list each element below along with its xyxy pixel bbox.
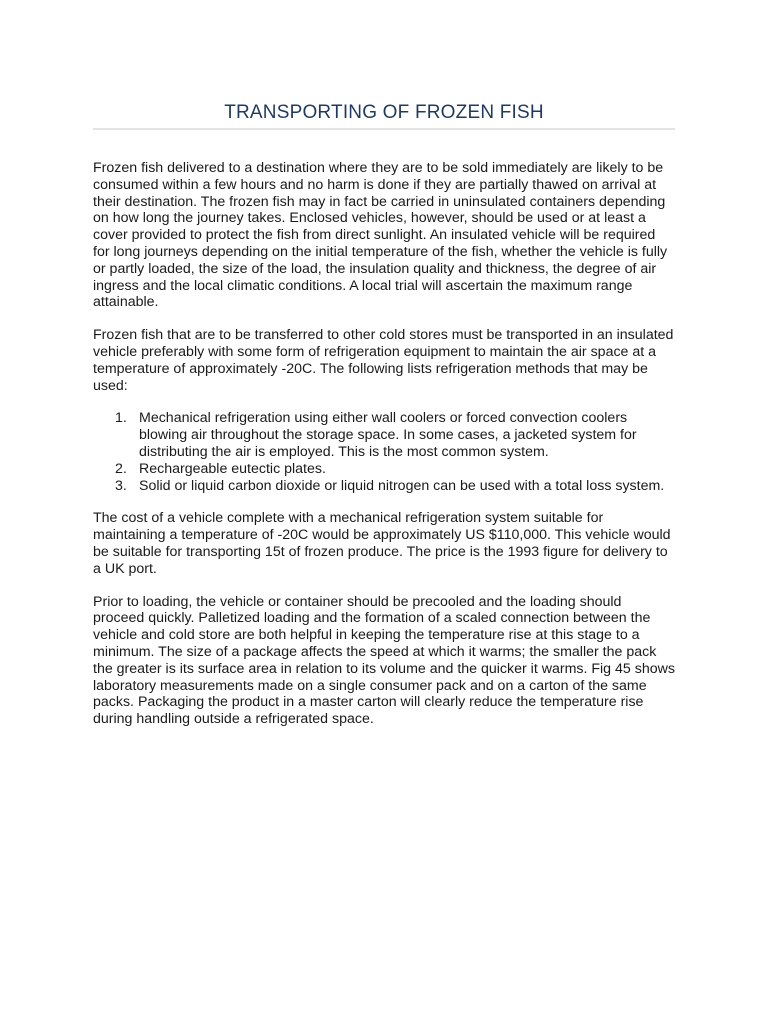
list-item: [93, 478, 675, 495]
paragraph-loading: Prior to loading, the vehicle or container should be precooled and the loading should proceed quickly. Palletized loading and the formation of a scaled connection between the vehicle and cold store are both helpful in keeping the temperature rise at this stage to a minimum. The size of a package affects the speed at which it warms; the smaller the pack the greater is its surface area in relation to its volume and the quicker it warms. Fig 45 shows laboratory measurements made on a single consumer pack and on a carton of the same packs. Packaging the product in a master carton will clearly reduce the temperature rise during handling outside a refrigerated space.: [93, 593, 675, 728]
list-item-text: Rechargeable eutectic plates.: [139, 460, 326, 477]
document-page: [93, 100, 675, 728]
list-item: [93, 410, 675, 460]
list-item-text: Mechanical refrigeration using either wall coolers or forced convection coolers blowing air throughout the storage space. In some cases, a jacketed system for distributing the air is employed. This is the most common system.: [139, 410, 637, 460]
list-item-text: Solid or liquid carbon dioxide or liquid nitrogen can be used with a total loss system.: [139, 477, 665, 494]
list-item: [93, 461, 675, 478]
list-item-number: 3.: [115, 477, 127, 494]
list-item-number: 1.: [115, 410, 127, 427]
paragraph-intro: Frozen fish delivered to a destination where they are to be sold immediately are likely to be consumed within a few hours and no harm is done if they are partially thawed on arrival at their destination. The frozen fish may in fact be carried in uninsulated containers depending on how long the journey takes. Enclosed vehicles, however, should be used or at least a cover provided to protect the fish from direct sunlight. An insulated vehicle will be required for long journeys depending on the initial temperature of the fish, whether the vehicle is fully or partly loaded, the size of the load, the insulation quality and thickness, the degree of air ingress and the local climatic conditions. A local trial will ascertain the maximum range attainable.: [93, 160, 668, 311]
list-item-number: 2.: [115, 460, 127, 477]
refrigeration-methods-list: [93, 410, 675, 494]
document-title: TRANSPORTING OF FROZEN FISH: [224, 102, 544, 123]
title-divider: [93, 128, 675, 130]
paragraph-vehicle-cost: The cost of a vehicle complete with a mechanical refrigeration system suitable for maintaining a temperature of -20C would be approximately US $110,000. This vehicle would be suitable for transporting 15t of frozen produce. The price is the 1993 figure for delivery to a UK port.: [93, 510, 671, 577]
paragraph-cold-store-transfer: Frozen fish that are to be transferred to other cold stores must be transported in an insulated vehicle preferably with some form of refrigeration equipment to maintain the air space at a temperature of approximately -20C. The following lists refrigeration methods that may be used:: [93, 327, 674, 394]
